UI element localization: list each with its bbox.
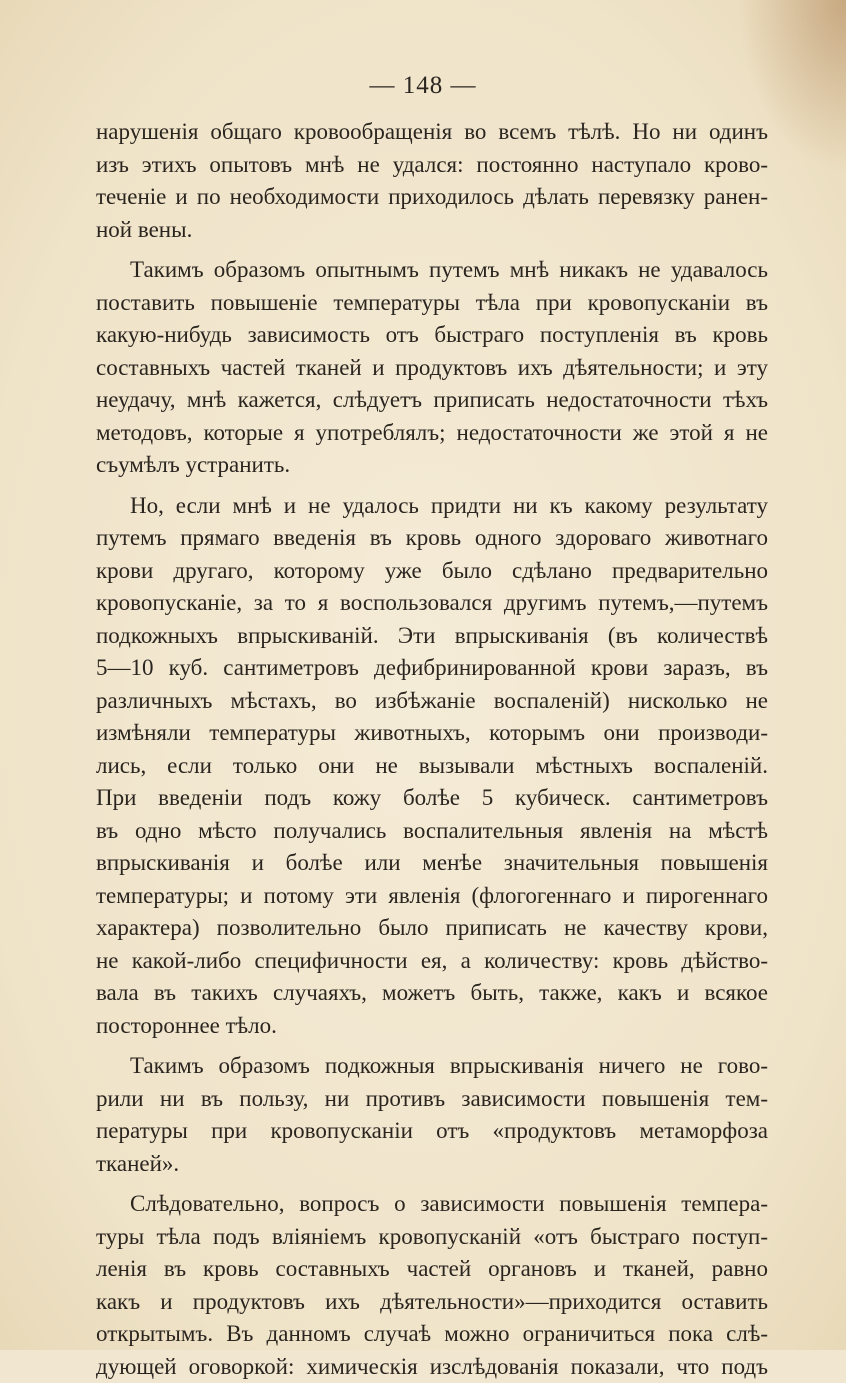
text-line: теченіе и по необходимости приходилось дѣлать перевязку ранен- <box>96 181 768 214</box>
paragraph-gap <box>96 246 768 254</box>
text-line: При введеніи подъ кожу болѣе 5 кубическ. сантиметровъ <box>96 782 768 815</box>
text-line: изъ этихъ опытовъ мнѣ не удался: постоянно наступало крово- <box>96 149 768 182</box>
paragraph <box>96 490 768 1043</box>
paragraph <box>96 1188 768 1383</box>
text-line: какую-нибудь зависимость отъ быстраго поступленія въ кровь <box>96 319 768 352</box>
text-line: туры тѣла подъ вліяніемъ кровопусканій «отъ быстраго поступ- <box>96 1221 768 1254</box>
text-line: какъ и продуктовъ ихъ дѣятельности»—приходится оставить <box>96 1286 768 1319</box>
text-line: постороннее тѣло. <box>96 1010 768 1043</box>
text-line: Такимъ образомъ опытнымъ путемъ мнѣ никакъ не удавалось <box>96 254 768 287</box>
text-line: пературы при кровопусканіи отъ «продуктовъ метаморфоза <box>96 1115 768 1148</box>
text-line: лись, если только они не вызывали мѣстныхъ воспаленій. <box>96 750 768 783</box>
text-line: ной вены. <box>96 214 768 247</box>
text-line: Но, если мнѣ и не удалось придти ни къ какому результату <box>96 490 768 523</box>
text-line: Слѣдовательно, вопросъ о зависимости повышенія темпера- <box>96 1188 768 1221</box>
paragraph <box>96 254 768 482</box>
text-line: температуры; и потому эти явленія (флогогеннаго и пирогеннаго <box>96 880 768 913</box>
text-line: характера) позволительно было приписать не качеству крови, <box>96 912 768 945</box>
paragraph-gap <box>96 482 768 490</box>
text-line: рили ни въ пользу, ни противъ зависимости повышенія тем- <box>96 1083 768 1116</box>
text-line: ленія въ кровь составныхъ частей органовъ и тканей, равно <box>96 1253 768 1286</box>
text-line: въ одно мѣсто получались воспалительныя явленія на мѣстѣ <box>96 815 768 848</box>
text-line: кровопусканіе, за то я воспользовался другимъ путемъ,—путемъ <box>96 587 768 620</box>
text-line: измѣняли температуры животныхъ, которымъ они производи- <box>96 717 768 750</box>
text-line: Такимъ образомъ подкожныя впрыскиванія ничего не гово- <box>96 1050 768 1083</box>
text-line: не какой-либо специфичности ея, а количеству: кровь дѣйство- <box>96 945 768 978</box>
text-line: открытымъ. Въ данномъ случаѣ можно ограничиться пока слѣ- <box>96 1318 768 1351</box>
paragraph-gap <box>96 1042 768 1050</box>
page-number: — 148 — <box>0 72 846 100</box>
text-line: впрыскиванія и болѣе или менѣе значительныя повышенія <box>96 847 768 880</box>
text-line: вала въ такихъ случаяхъ, можетъ быть, также, какъ и всякое <box>96 977 768 1010</box>
text-line: крови другаго, которому уже было сдѣлано предварительно <box>96 555 768 588</box>
body-text <box>96 116 768 1383</box>
text-line: 5—10 куб. сантиметровъ дефибринированной крови заразъ, въ <box>96 652 768 685</box>
text-line: поставить повышеніе температуры тѣла при кровопусканіи въ <box>96 287 768 320</box>
text-line: составныхъ частей тканей и продуктовъ ихъ дѣятельности; и эту <box>96 352 768 385</box>
text-line: съумѣлъ устранить. <box>96 449 768 482</box>
text-line: дующей оговоркой: химическія изслѣдованія показали, что подъ <box>96 1351 768 1383</box>
text-line: подкожныхъ впрыскиваній. Эти впрыскиванія (въ количествѣ <box>96 620 768 653</box>
text-line: путемъ прямаго введенія въ кровь одного здороваго животнаго <box>96 522 768 555</box>
text-line: методовъ, которые я употреблялъ; недостаточности же этой я не <box>96 417 768 450</box>
paragraph-gap <box>96 1180 768 1188</box>
paragraph <box>96 116 768 246</box>
text-line: неудачу, мнѣ кажется, слѣдуетъ приписать недостаточности тѣхъ <box>96 384 768 417</box>
text-line: тканей». <box>96 1148 768 1181</box>
text-line: нарушенія общаго кровообращенія во всемъ тѣлѣ. Но ни одинъ <box>96 116 768 149</box>
paragraph <box>96 1050 768 1180</box>
text-line: различныхъ мѣстахъ, во избѣжаніе воспаленій) нисколько не <box>96 685 768 718</box>
